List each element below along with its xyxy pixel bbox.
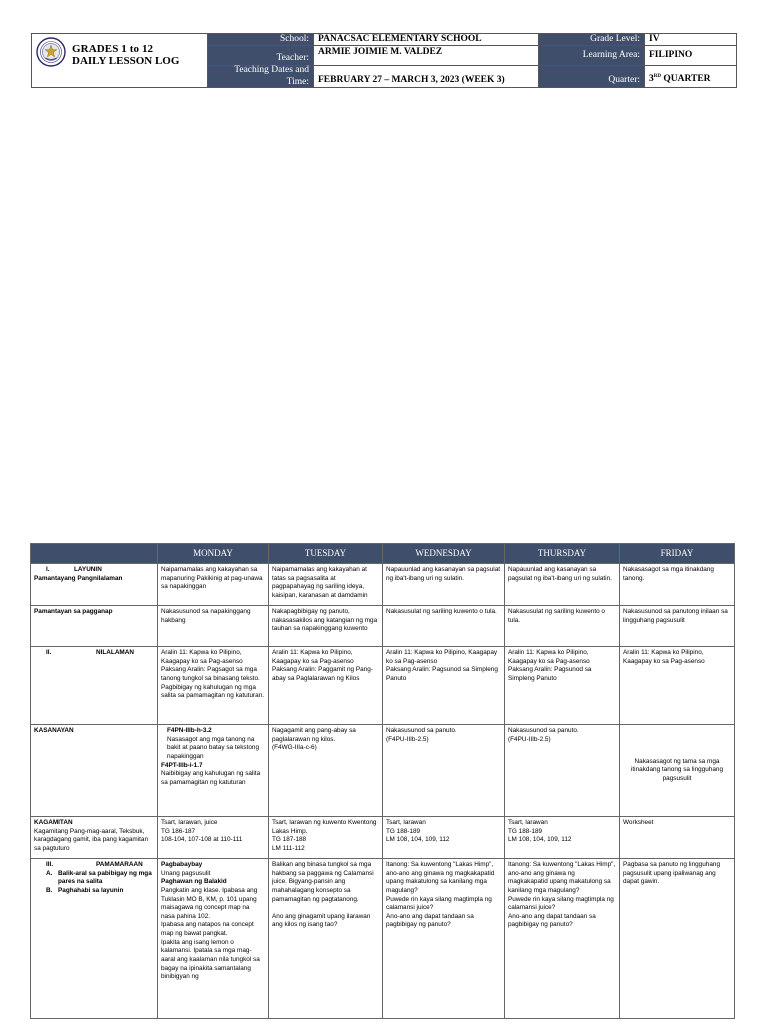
row-kasanayan	[31, 725, 735, 817]
quarter-suffix: RD	[653, 74, 661, 80]
deped-seal-icon	[36, 37, 66, 67]
teacher-label: Teacher:	[208, 46, 314, 66]
section-subtitle: Kagamitang Pang-mag-aaral, Teksbuk, karagdagang gamit, iba pang kagamitan sa pagtuturo	[34, 827, 149, 852]
row-layunin	[31, 564, 735, 606]
item-letter: B.	[46, 886, 53, 894]
lesson-log-table	[30, 543, 735, 1019]
row-nilalaman	[31, 647, 735, 725]
section-subtitle: Pamantayang Pangnilalaman	[34, 574, 123, 582]
school-value: PANACSAC ELEMENTARY SCHOOL	[314, 34, 539, 46]
item-text: Paghahabi sa layunin	[58, 886, 124, 894]
cell-kasanayan-wednesday: Nakasusunod sa panuto. (F4PU-IIIb-2.5)	[383, 725, 505, 817]
day-friday: FRIDAY	[620, 544, 735, 564]
cell-kagamitan-wednesday: Tsart, larawan TG 188-189 LM 108, 104, 109, 112	[383, 817, 505, 859]
item-letter: A.	[46, 869, 53, 877]
cell-layunin-friday: Nakasasagot sa mga itinakdang tanong.	[620, 564, 735, 606]
cell-kagamitan-friday: Worksheet	[620, 817, 735, 859]
cell-pamamaraan-thursday: Itanong: Sa kuwentong "Lakas Himp", ano-ano ang ginawa ng magkakapatid upang makatulong sa kanilang mga magulang? Puwede rin kaya silang magtimpla ng calamansi juice? Ano-ano ang dapat tandaan sa pagbibigay ng panuto?	[505, 859, 620, 1019]
dates-label-line2: Time:	[286, 76, 309, 87]
cell-layunin-thursday: Napauunlad ang kasanayan sa pagsulat ng iba't-ibang uri ng sulatin.	[505, 564, 620, 606]
section-title: NILALAMAN	[96, 649, 134, 656]
cell-kagamitan-monday: Tsart, larawan, juice TG 186-187 108-104, 107-108 at 110-111	[158, 817, 269, 859]
quarter-value	[645, 66, 737, 88]
item-text: Balik-aral sa pabibigay ng mga pares na salita	[58, 869, 152, 886]
quarter-label: Quarter:	[539, 66, 645, 88]
section-title: LAYUNIN	[74, 566, 102, 573]
cell-pagganap-thursday: Nakasusulat ng sariling kuwento o tula.	[505, 606, 620, 647]
row-pamamaraan	[31, 859, 735, 1019]
dates-label-line1: Teaching Dates and	[234, 65, 309, 75]
row-label-kagamitan	[31, 817, 158, 859]
quarter-word: QUARTER	[660, 74, 711, 85]
cell-pagganap-friday: Nakasusunod sa panutong inilaan sa lingguhang pagsusulit	[620, 606, 735, 647]
day-thursday: THURSDAY	[505, 544, 620, 564]
cell-pagganap-tuesday: Nakapagbibigay ng panuto, nakasasakilos ang katangian ng mga tauhan sa napakinggang kuwento	[269, 606, 383, 647]
cell-nilalaman-thursday: Aralin 11: Kapwa ko Pilipino, Kaagapay ko sa Pag-asenso Paksang Aralin: Pagsunod sa Simpleng Panuto	[505, 647, 620, 725]
competency-text: Nasasagot ang mga tanong na bakit at paano batay sa tekstong napakinggan	[167, 735, 260, 760]
section-number: III.	[46, 861, 54, 868]
cell-pamamaraan-tuesday: Balikan ang binasa tungkol sa mga hakbang sa paggawa ng Calamansi juice. Bigyang-pansin ang mahahalagang konsepto sa pamamagitan ng pagtatanong. Ano ang ginagamit upang ilarawan ang kilos ng isang tao?	[269, 859, 383, 1019]
teacher-value: ARMIE JOIMIE M. VALDEZ	[314, 46, 539, 66]
cell-kagamitan-thursday: Tsart, larawan TG 188-189 LM 108, 104, 109, 112	[505, 817, 620, 859]
day-monday: MONDAY	[158, 544, 269, 564]
competency-code: F4PT-IIIb-i-1.7	[161, 761, 203, 769]
cell-nilalaman-wednesday: Aralin 11: Kapwa ko Pilipino, Kaagapay ko sa Pag-asenso Paksang Aralin: Pagsunod sa Simpleng Panuto	[383, 647, 505, 725]
row-label-pamamaraan	[31, 859, 158, 1019]
row-kagamitan	[31, 817, 735, 859]
school-label: School:	[208, 34, 314, 46]
header-corner	[31, 544, 158, 564]
competency-code: F4PN-IIIb-h-3.2	[167, 727, 212, 734]
cell-kasanayan-friday: Nakasasagot ng tama sa mga itinakdang tanong sa lingguhang pagsusulit	[620, 725, 735, 817]
title-grades: GRADES 1 to 12	[72, 43, 154, 55]
cell-layunin-monday: Naipamamalas ang kakayahan sa mapanuring Pakikinig at pag-unawa sa napakinggan	[158, 564, 269, 606]
activity-heading: Pagbabaybay	[161, 861, 203, 868]
activity-heading: Paghawan ng Balakid	[161, 878, 227, 886]
area-value: FILIPINO	[645, 46, 737, 66]
cell-layunin-tuesday: Naipamamalas ang kakayahan at tatas sa pagsasalita at pagpapahayag ng sariling ideya, kaisipan, karanasan at damdamin	[269, 564, 383, 606]
cell-kagamitan-tuesday: Tsart, larawan ng kuwento Kwentong Lakas Himp. TG 187-188 LM 111-112	[269, 817, 383, 859]
row-label-kasanayan: KASANAYAN	[31, 725, 158, 817]
row-label-nilalaman	[31, 647, 158, 725]
cell-pamamaraan-friday: Pagbasa sa panuto ng lingguhang pagsusulit upang ipaliwanag ang dapat gawin.	[620, 859, 735, 1019]
cell-kasanayan-monday	[158, 725, 269, 817]
cell-pamamaraan-monday	[158, 859, 269, 1019]
cell-nilalaman-tuesday: Aralin 11: Kapwa ko Pilipino, Kaagapay ko sa Pag-asenso Paksang Aralin: Paggamit ng Pang-abay sa Paglalarawan ng Kilos	[269, 647, 383, 725]
row-label-pagganap: Pamantayan sa pagganap	[31, 606, 158, 647]
activity-text: Unang pagsusulit	[161, 869, 211, 877]
grade-value: IV	[645, 34, 737, 46]
activity-text: Pangkatin ang klase. Ipabasa ang Tuklasin MO B, KM, p. 101 upang maisagawa ng concept map na nasa pahina 102. Ipabasa ang natapos na concept map ng bawat pangkat. Ipakita ang isang lemon o kalamansi. Ipatala sa mga mag-aaral ang kaalaman nila tungkol sa bagay na ipinakita samantalang binibigyan ng	[161, 886, 260, 981]
dates-label	[208, 66, 314, 88]
header-title-cell	[32, 34, 208, 88]
header-table	[31, 33, 737, 88]
area-label: Learning Area:	[539, 46, 645, 66]
cell-pamamaraan-wednesday: Itanong: Sa kuwentong "Lakas Himp", ano-ano ang ginawa ng magkakapatid upang makatulong sa kanilang mga magulang? Puwede rin kaya silang magtimpla ng calamansi juice? Ano-ano ang dapat tandaan sa pagbibigay ng panuto?	[383, 859, 505, 1019]
dates-value: FEBRUARY 27 – MARCH 3, 2023 (WEEK 3)	[314, 66, 539, 88]
section-title: PAMAMARAAN	[96, 861, 143, 868]
cell-kasanayan-tuesday: Nagagamit ang pang-abay sa paglalarawan ng kilos. (F4WG-IIIa-c-6)	[269, 725, 383, 817]
competency-text: Naibibigay ang kahulugan ng salita sa pamamagitan ng katuturan	[161, 770, 261, 786]
title-daily-lesson-log: DAILY LESSON LOG	[72, 55, 180, 67]
section-number: I.	[46, 566, 50, 573]
grade-label: Grade Level:	[539, 34, 645, 46]
section-number: II.	[46, 649, 52, 656]
day-wednesday: WEDNESDAY	[383, 544, 505, 564]
cell-pagganap-wednesday: Nakasusulat ng sariling kuwento o tula.	[383, 606, 505, 647]
section-title: KAGAMITAN	[34, 819, 73, 826]
cell-kasanayan-thursday: Nakasusunod sa panuto. (F4PU-IIIb-2.5)	[505, 725, 620, 817]
quarter-number: 3	[649, 74, 654, 85]
row-pagganap	[31, 606, 735, 647]
row-label-layunin	[31, 564, 158, 606]
cell-nilalaman-friday: Aralin 11: Kapwa ko Pilipino, Kaagapay ko sa Pag-asenso	[620, 647, 735, 725]
day-tuesday: TUESDAY	[269, 544, 383, 564]
cell-pagganap-monday: Nakasusunod sa napakinggang hakbang	[158, 606, 269, 647]
cell-layunin-wednesday: Napauunlad ang kasanayan sa pagsulat ng iba't-ibang uri ng sulatin.	[383, 564, 505, 606]
cell-nilalaman-monday: Aralin 11: Kapwa ko Pilipino, Kaagapay ko sa Pag-asenso Paksang Aralin: Pagsagot sa mga tanong tungkol sa binasang teksto. Pagbibigay ng kahulugan ng mga salita sa pamamagitan ng katuturan.	[158, 647, 269, 725]
